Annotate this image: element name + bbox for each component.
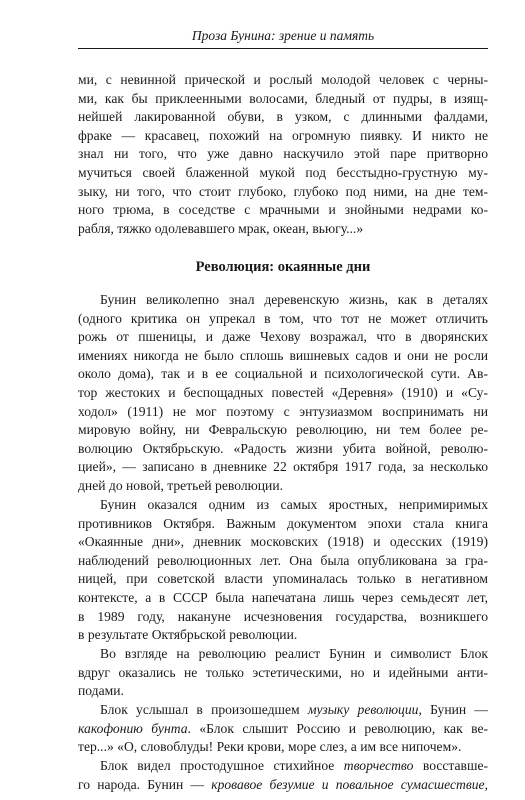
header-rule <box>78 48 488 49</box>
emphasis: творчество <box>343 758 414 773</box>
text-line: рожь от пшеницы, и даже Чехову возражал, что в дворянских <box>78 329 488 345</box>
text-line: зыку, ни того, что стоит глубоко, глубоко под ними, на дне тем- <box>78 183 488 199</box>
section-heading: Революция: окаянные дни <box>195 259 371 275</box>
text-line: контексте, а в СССР была напечатана лишь через семьдесят лет, <box>78 589 488 605</box>
text-line: цией», — записано в дневнике 22 октября 1917 года, за несколько <box>78 459 488 475</box>
text-line: в результате Октябрьской революции. <box>78 627 298 643</box>
text-line: «Окаянные дни», дневник московских (1918) и одесских (1919) <box>78 534 488 550</box>
text-line: фраке — красавец, похожий на огромную пиявку. И никто не <box>78 127 488 143</box>
text-line: в 1989 году, накануне исчезновения государства, возникшего <box>78 608 488 624</box>
paragraph-5 <box>78 757 488 794</box>
text-line: знал ни того, что уже давно наскучило этой паре притворно <box>78 146 488 162</box>
text-line: имениях никогда не было сплошь вишневых садов и они не росли <box>78 347 488 363</box>
text-line: какофонию бунта. «Блок слышит Россию и революцию, как ве- <box>78 720 488 736</box>
text-line: мировую войну, ни Февральскую революцию, ни тем более ре- <box>78 422 488 438</box>
running-title: Проза Бунина: зрение и память <box>191 28 375 43</box>
text-line: го народа. Бунин — кровавое безумие и повальное сумасшествие, <box>78 776 488 792</box>
text-line: ми, с невинной прической и рослый молодой человек с черны- <box>78 72 488 87</box>
text-line: ходол» (1911) не мог поэтому с энтузиазмом воспринимать ни <box>78 403 488 419</box>
top-paragraph <box>78 71 488 238</box>
emphasis: кровавое безумие и повальное сумасшествие <box>211 776 485 792</box>
text-line: (одного критика он упрекал в том, что тот не может отличить <box>78 310 488 326</box>
text-line: вдруг оказались не только эстетическими, но и идейными анти- <box>78 664 488 680</box>
text-line: мучиться своей блаженной мукой под бесстыдно-грустную му- <box>78 164 488 180</box>
emphasis: музыку революции <box>307 702 419 717</box>
text-line: Блок видел простодушное стихийное творчество восставше- <box>100 758 488 773</box>
text-line: Бунин великолепно знал деревенскую жизнь, как в деталях <box>100 292 488 307</box>
text-line: ного трюма, в соседстве с мрачными и знойными недрами ко- <box>78 202 488 218</box>
text-line: нейшей лакированной обуви, в узком, с длинными фалдами, <box>78 109 488 125</box>
paragraph-4 <box>78 701 488 757</box>
paragraph-1 <box>78 291 488 496</box>
text-line: около дома), так и в ее социальной и психологической сути. Ав- <box>78 366 488 382</box>
paragraph-2 <box>78 496 488 645</box>
text-line: ми, как бы приклеенными волосами, бледный от пудры, в изящ- <box>78 90 488 106</box>
emphasis: какофонию бунта <box>78 720 188 736</box>
text-line: волюцию Октябрьскую. «Радость жизни убита войной, револю- <box>78 440 488 456</box>
text-line: ницей, при советской власти упоминалась только в негативном <box>78 571 488 587</box>
text-line: Блок услышал в произошедшем музыку революции, Бунин — <box>100 702 488 717</box>
text-line: наблюдений революционных лет. Она была опубликована за гра- <box>78 552 488 568</box>
text-line: подами. <box>78 683 124 699</box>
text-line: тер...» «О, словоблуды! Реки крови, море слез, а им все нипочем». <box>78 739 462 755</box>
text-line: дней до новой, третьей революции. <box>78 477 283 493</box>
text-line: Во взгляде на революцию реалист Бунин и символист Блок <box>100 646 488 661</box>
text-line: противников Октября. Важным документом эпохи стала книга <box>78 515 488 531</box>
text-line: рабля, тяжко одолевавшего мрак, океан, вьюгу...» <box>78 220 364 236</box>
paragraph-3 <box>78 645 488 701</box>
text-line: Бунин оказался одним из самых яростных, непримиримых <box>100 497 488 512</box>
text-line: тор жестоких и беспощадных повестей «Деревня» (1910) и «Су- <box>78 384 488 400</box>
